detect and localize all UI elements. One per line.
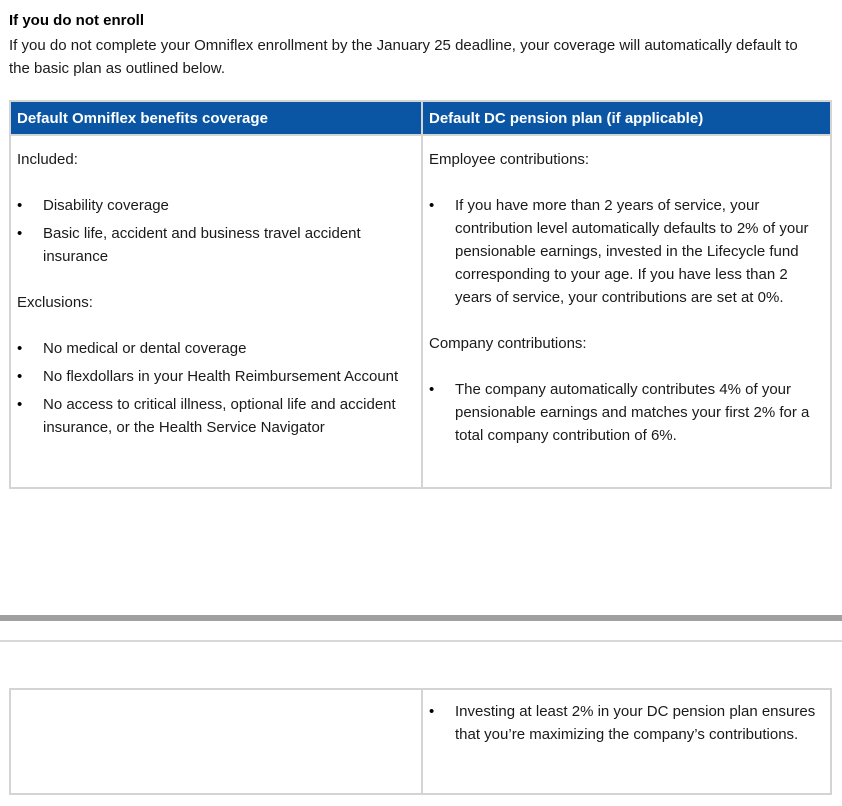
list-item: • No flexdollars in your Health Reimbursement Account: [17, 365, 411, 388]
list-item: • Investing at least 2% in your DC pension plan ensures that you’re maximizing the company’s contributions.: [429, 700, 820, 746]
pension-column-header: Default DC pension plan (if applicable): [423, 102, 830, 136]
list-item: • If you have more than 2 years of service, your contribution level automatically defaults to 2% of your pensionable earnings, invested in the Lifecycle fund corresponding to your age. If you have less than 2 years of service, your contributions are set at 0%.: [429, 194, 820, 309]
exclusions-list: [17, 337, 411, 439]
list-item: • No access to critical illness, optional life and accident insurance, or the Health Service Navigator: [17, 393, 411, 439]
included-list: [17, 194, 411, 268]
list-item: • Basic life, accident and business travel accident insurance: [17, 222, 411, 268]
employee-contributions-label: Employee contributions:: [429, 151, 590, 168]
page-break-rule: [0, 615, 842, 621]
list-item: • The company automatically contributes 4% of your pensionable earnings and matches your first 2% for a total company contribution of 6%.: [429, 378, 820, 447]
exclusions-label: Exclusions:: [17, 294, 93, 311]
company-contributions-label: Company contributions:: [429, 335, 587, 352]
list-item: • No medical or dental coverage: [17, 337, 411, 360]
pension-column-body: [423, 136, 830, 447]
section-intro: If you do not complete your Omniflex enrollment by the January 25 deadline, your coverage will automatically default to the basic plan as outlined below.: [9, 37, 798, 77]
default-coverage-table: [9, 100, 832, 489]
benefits-column: [11, 102, 421, 487]
included-label: Included:: [17, 151, 78, 168]
continued-right-body: [423, 690, 830, 746]
section-heading: If you do not enroll: [9, 12, 144, 29]
benefits-column-body: [11, 136, 421, 439]
company-contributions-list: [429, 378, 820, 447]
continued-left-cell: [11, 690, 421, 793]
continued-right-cell: [421, 690, 830, 793]
pension-column: [421, 102, 830, 487]
continued-list: [429, 700, 820, 746]
list-item: • Disability coverage: [17, 194, 411, 217]
continued-table: [9, 688, 832, 795]
benefits-column-header: Default Omniflex benefits coverage: [11, 102, 421, 136]
page-break-rule-thin: [0, 640, 842, 642]
employee-contributions-list: [429, 194, 820, 309]
